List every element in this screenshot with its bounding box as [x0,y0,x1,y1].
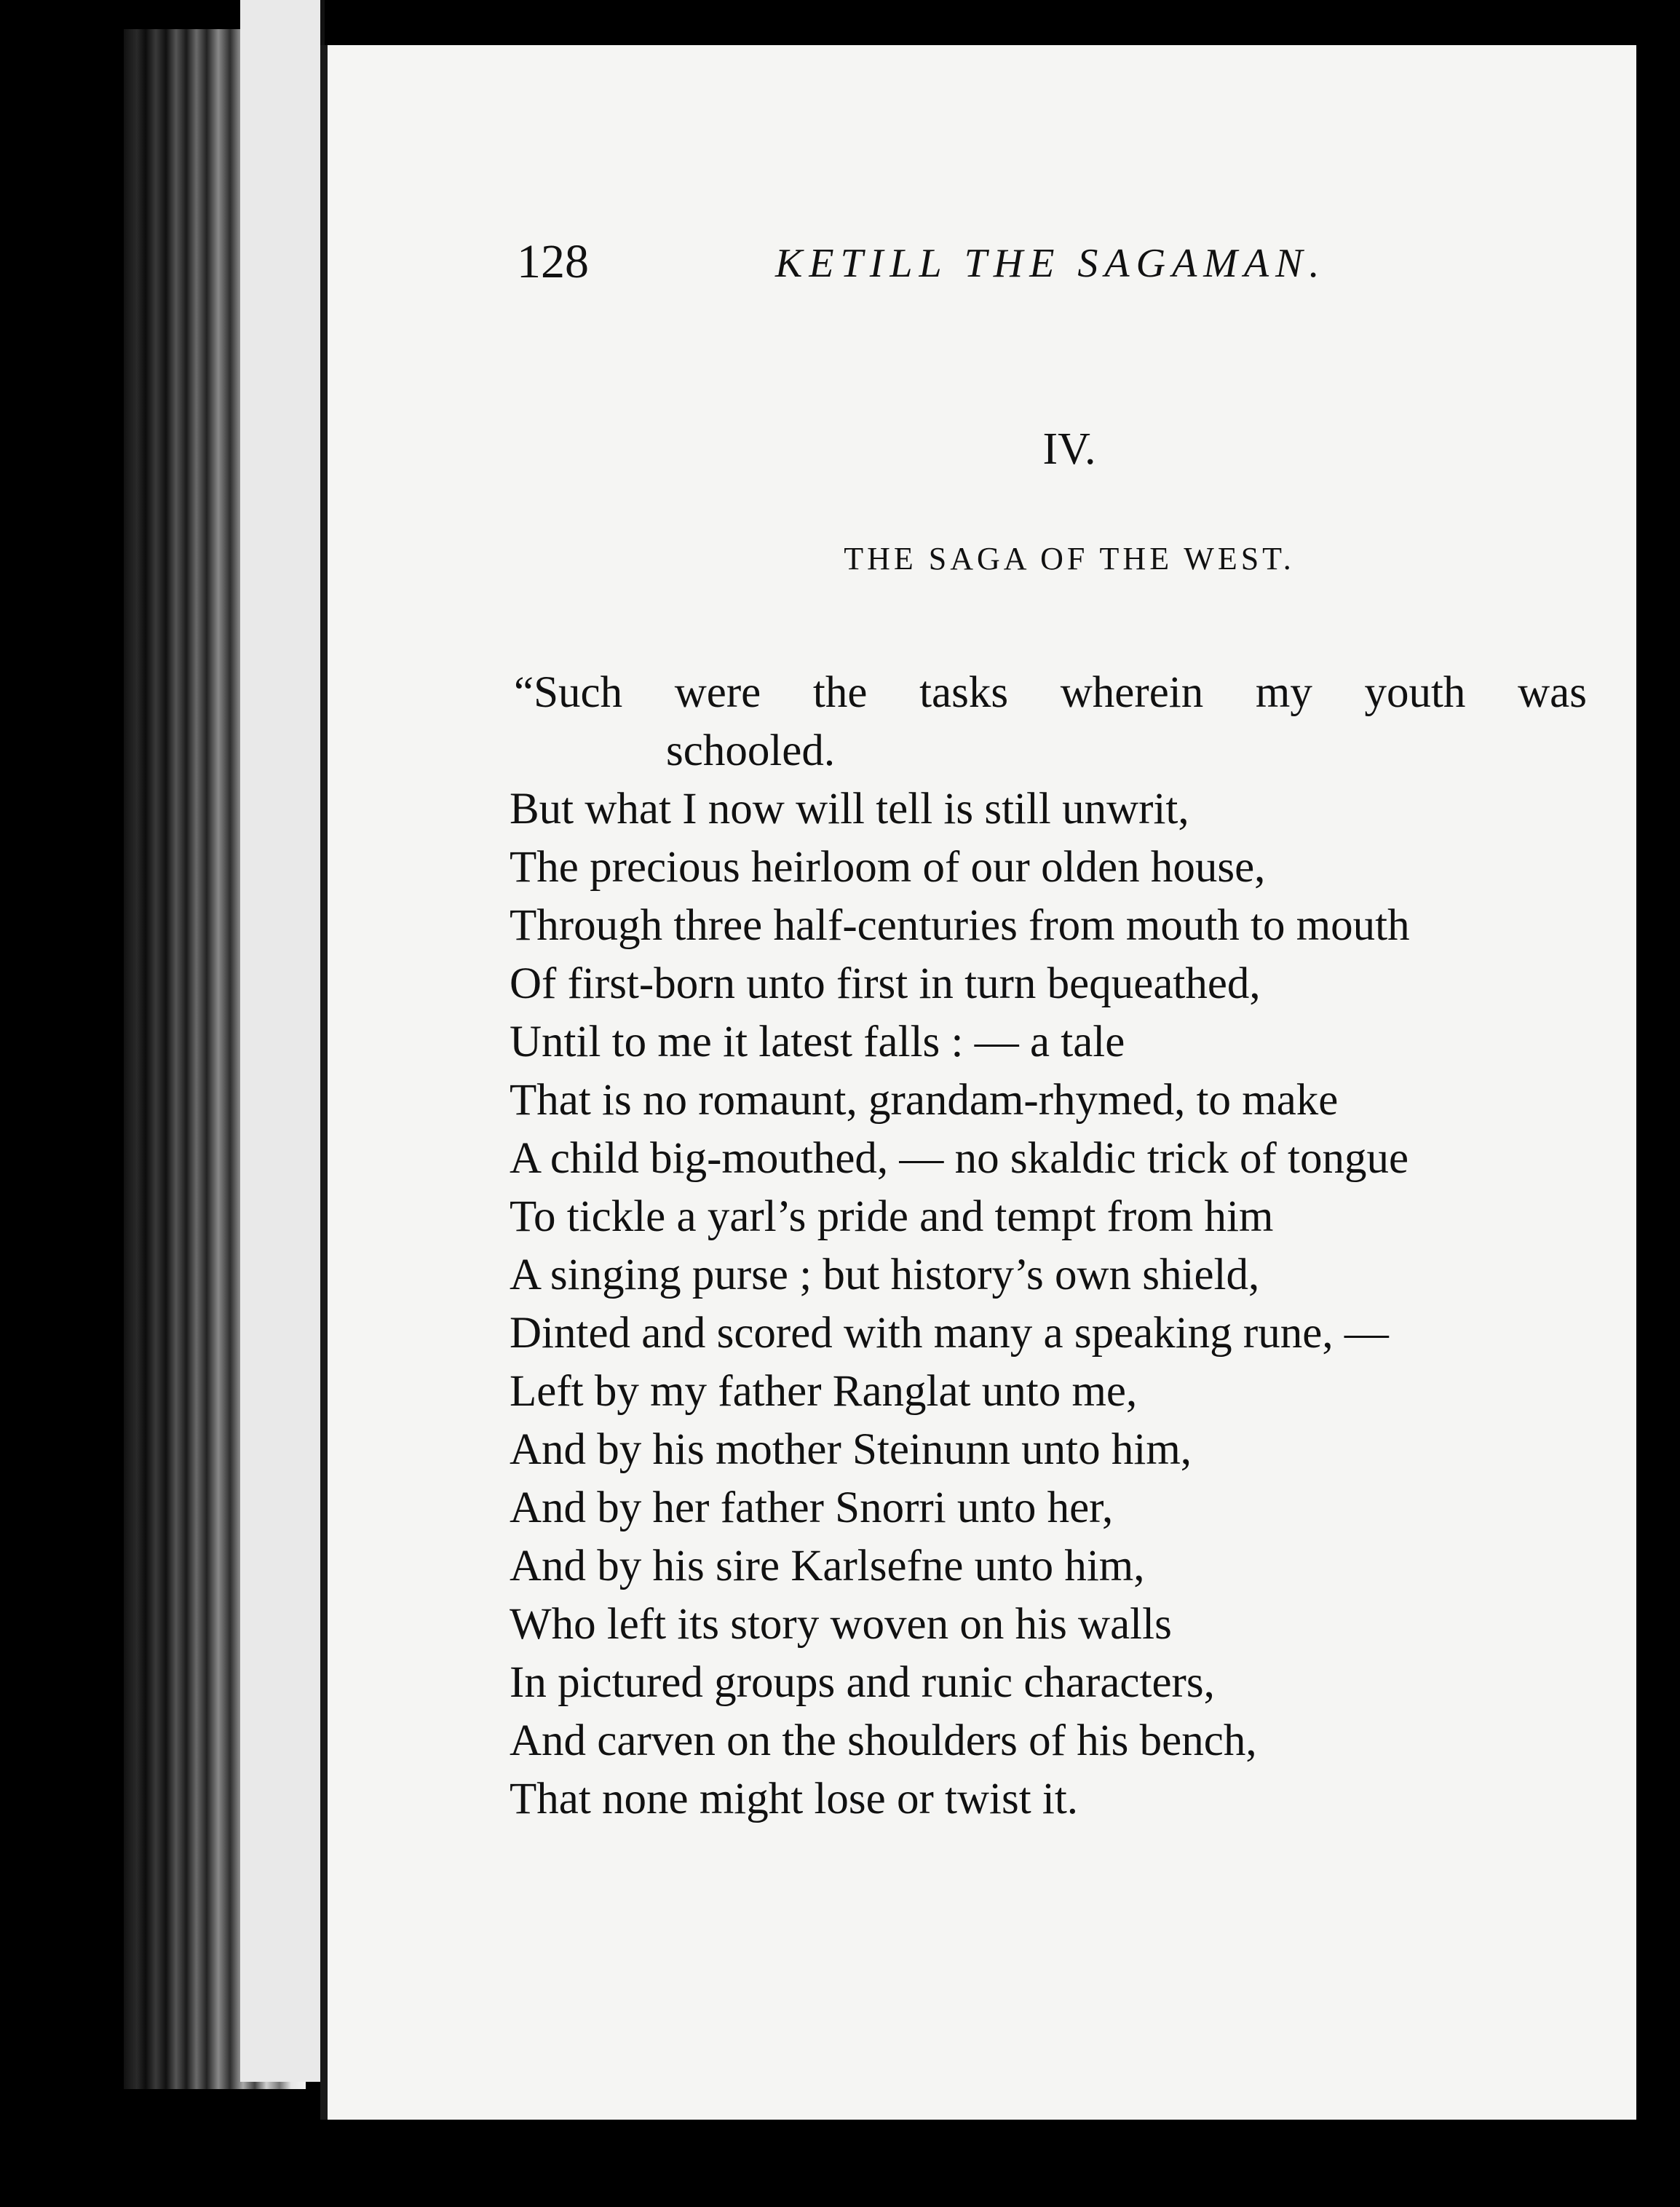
poem-line-continuation: schooled. [666,726,836,775]
poem-line: The precious heirloom of our olden house, [510,843,1266,892]
poem-text [510,664,1587,1828]
poem-first-line [510,664,1587,722]
poem-word: my [1255,668,1312,717]
poem-word: “Such [514,668,623,717]
poem-line: That none might lose or twist it. [510,1775,1079,1823]
poem-line: And by his sire Karlsefne unto him, [510,1542,1145,1590]
poem-line: A singing purse ; but history’s own shield, [510,1251,1260,1299]
right-scan-border [1636,0,1680,2207]
section-number: IV. [1042,424,1096,474]
section-title: THE SAGA OF THE WEST. [844,541,1295,576]
poem-line: Through three half-centuries from mouth to mouth [510,901,1410,950]
poem-line: That is no romaunt, grandam-rhymed, to make [510,1076,1339,1125]
poem-word: the [812,668,868,717]
poem-word: was [1518,668,1587,717]
page-number: 128 [517,235,589,288]
poem-line: Until to me it latest falls : — a tale [510,1018,1125,1066]
poem-line: Left by my father Ranglat unto me, [510,1367,1138,1416]
poem-word: were [674,668,761,717]
poem-line: But what I now will tell is still unwrit, [510,785,1189,833]
poem-line: Dinted and scored with many a speaking rune, — [510,1309,1389,1358]
poem-line: Who left its story woven on his walls [510,1600,1172,1649]
underlying-page [240,0,325,2082]
poem-line: And carven on the shoulders of his bench, [510,1716,1257,1765]
poem-word: wherein [1060,668,1204,717]
poem-word: tasks [919,668,1009,717]
poem-word: youth [1364,668,1466,717]
book-title: KETILL THE SAGAMAN. [775,241,1326,286]
book-page [320,45,1636,2120]
poem-line: And by her father Snorri unto her, [510,1483,1114,1532]
running-head [517,234,1550,336]
poem-line: Of first-born unto first in turn bequeathed, [510,959,1261,1008]
poem-line: To tickle a yarl’s pride and tempt from him [510,1192,1274,1241]
poem-line: A child big-mouthed, — no skaldic trick of tongue [510,1134,1409,1183]
poem-line: In pictured groups and runic characters, [510,1658,1215,1707]
poem-line: And by his mother Steinunn unto him, [510,1425,1192,1474]
